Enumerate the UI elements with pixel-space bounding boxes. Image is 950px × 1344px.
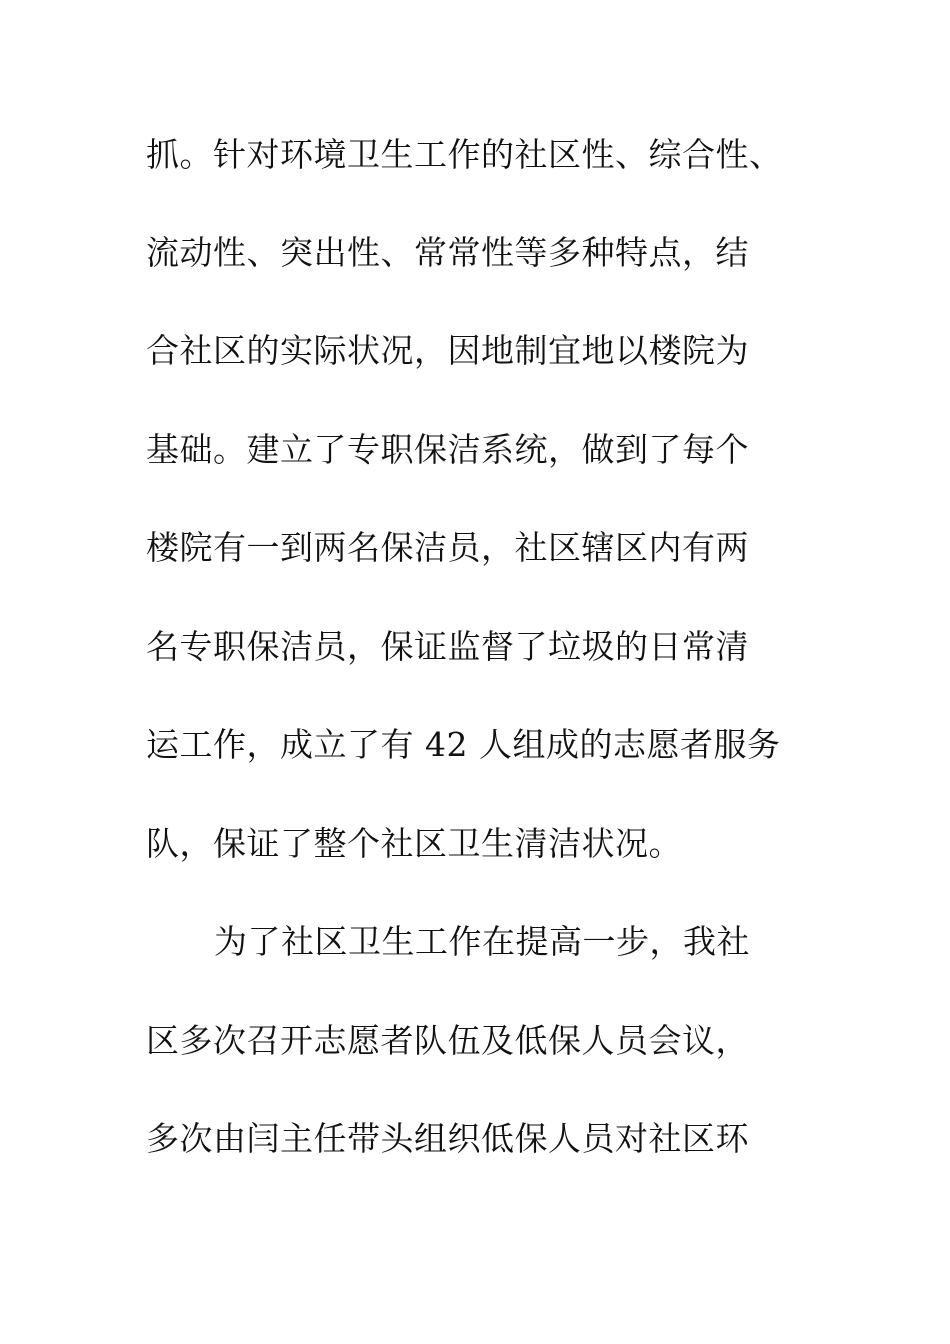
- text-line: 合社区的实际状况，因地制宜地以楼院为: [146, 331, 749, 370]
- text-line: 名专职保洁员，保证监督了垃圾的日常清: [146, 627, 749, 666]
- text-line: 基础。建立了专职保洁系统，做到了每个: [146, 430, 749, 469]
- text-line: 抓。针对环境卫生工作的社区性、综合性、: [146, 135, 783, 174]
- text-line: 多次由闫主任带头组织低保人员对社区环: [146, 1119, 749, 1158]
- text-line: 流动性、突出性、常常性等多种特点，结: [146, 233, 749, 272]
- text-line: 队，保证了整个社区卫生清洁状况。: [146, 824, 682, 863]
- paragraph-first-line: 为了社区卫生工作在提高一步，我社: [214, 922, 750, 961]
- text-line: 运工作，成立了有 42 人组成的志愿者服务: [146, 725, 781, 764]
- text-line: 楼院有一到两名保洁员，社区辖区内有两: [146, 528, 749, 567]
- text-line: 区多次召开志愿者队伍及低保人员会议，: [146, 1021, 749, 1060]
